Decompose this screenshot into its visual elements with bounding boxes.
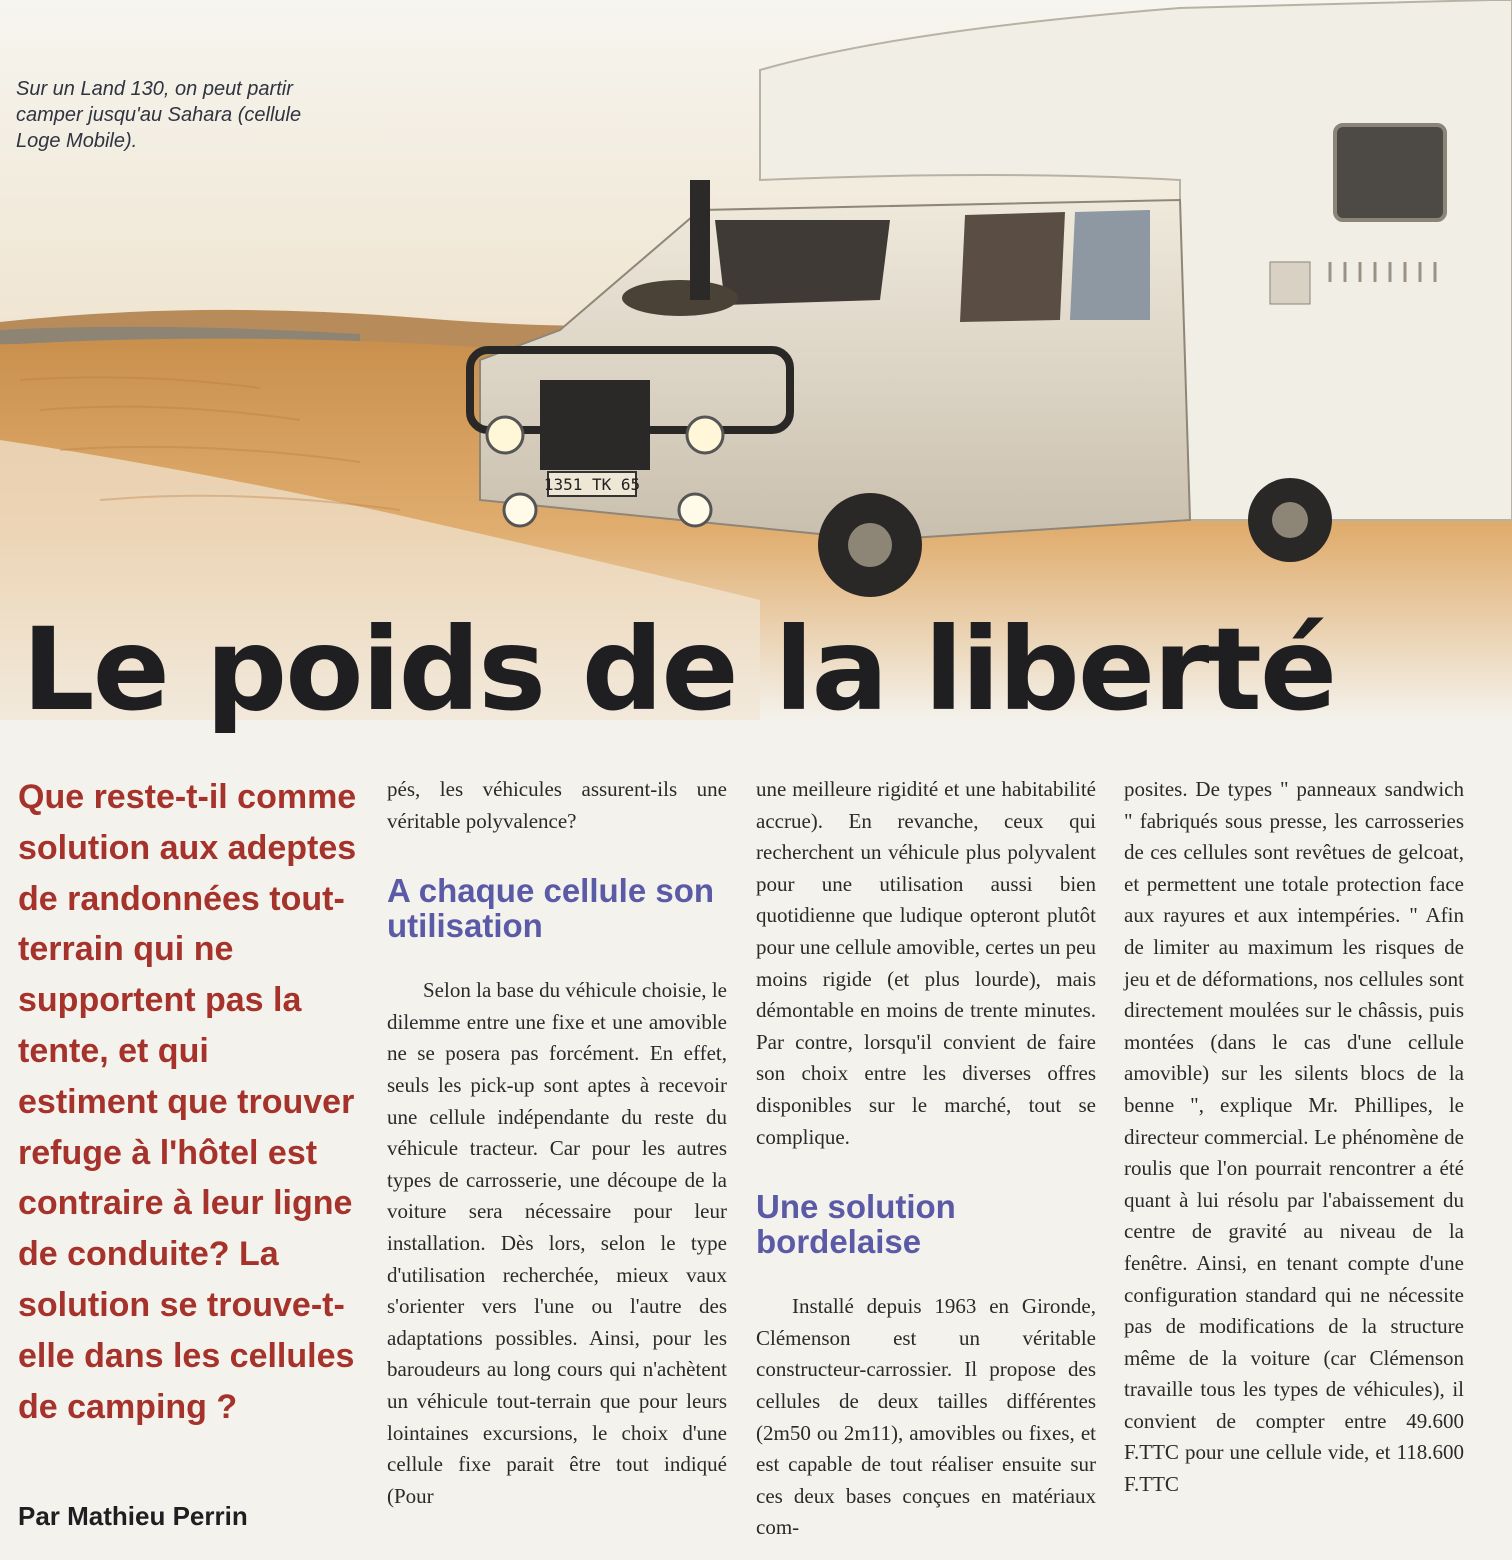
author-byline: Par Mathieu Perrin xyxy=(18,1501,248,1531)
photo-caption: Sur un Land 130, on peut partir camper jusqu'au Sahara (cellule Loge Mobile). xyxy=(16,78,302,152)
paragraph: Installé depuis 1963 en Gironde, Clémenson est un véritable constructeur-carrossier. Il propose des cellules de deux tailles différentes (2m50 ou 2m11), amovibles ou fixes, et est capable de tout réaliser ensuite sur ces deux bases conçues en matériaux com- xyxy=(756,1294,1096,1540)
article-intro: Que reste-t-il comme solution aux adeptes de randonnées tout-terrain qui ne supportent pas la tente, et qui estiment que trouver refuge à l'hôtel est contraire à leur ligne de conduite? La solution se trouve-t-elle dans les cellules de camping ? xyxy=(18,778,357,1426)
article-title: Le poids de la liberté xyxy=(22,603,1336,736)
text-column-2 xyxy=(756,774,1096,1544)
text-column-3 xyxy=(1124,774,1464,1501)
paragraph: posites. De types " panneaux sandwich " fabriqués sous presse, les carrosseries de ces cellules sont revêtues de gelcoat, et permettent une totale protection face aux rayures et aux intempéries. " Afin de limiter au maximum les risques de jeu et de déformations, nos cellules sont directement moulées sur le châssis, puis montées (dans le cas d'une cellule amovible) sur les silents blocs de la benne ", explique Mr. Phillipes, le directeur commercial. Le phénomène de roulis que l'on pourrait rencontrer a été quant à lui résolu par l'abaissement du centre de gravité au niveau de la fenêtre. Ainsi, en tenant compte d'une configuration standard qui ne nécessite pas de modifications de la structure même de la voiture (car Clémenson travaille tous les types de véhicules), il convient de compter entre 49.600 F.TTC pour une cellule vide, et 118.600 F.TTC xyxy=(1124,777,1464,1497)
section-heading: Une solution bordelaise xyxy=(756,1188,956,1261)
license-plate-text: 1351 TK 65 xyxy=(543,475,641,494)
section-heading: A chaque cellule son utilisation xyxy=(387,872,715,945)
paragraph: Selon la base du véhicule choisie, le dilemme entre une fixe et une amovible ne se posera pas forcément. En effet, seuls les pick-up sont aptes à recevoir une cellule indépendante du reste du véhicule tracteur. Car pour les autres types de carrosserie, une découpe de la voiture sera nécessaire pour leur installation. Dès lors, selon le type d'utilisation recherchée, mieux vaux s'orienter vers l'une ou l'autre des adaptations possibles. Ainsi, pour les baroudeurs au long cours qui n'achètent un véhicule tout-terrain que pour leurs lointaines excursions, le choix d'une cellule fixe parait être tout indiqué (Pour xyxy=(387,978,727,1508)
text-column-1 xyxy=(387,774,727,1512)
paragraph: une meilleure rigidité et une habitabilité accrue). En revanche, ceux qui recherchent un véhicule plus polyvalent pour une utilisation aussi bien quotidienne que ludique opteront plutôt pour une cellule amovible, certes un peu moins rigide (et plus lourde), mais démontable en moins de trente minutes. Par contre, lorsqu'il convient de faire son choix entre les diverses offres disponibles sur le marché, tout se complique. xyxy=(756,777,1096,1149)
paragraph: pés, les véhicules assurent-ils une véritable polyvalence? xyxy=(387,777,727,833)
